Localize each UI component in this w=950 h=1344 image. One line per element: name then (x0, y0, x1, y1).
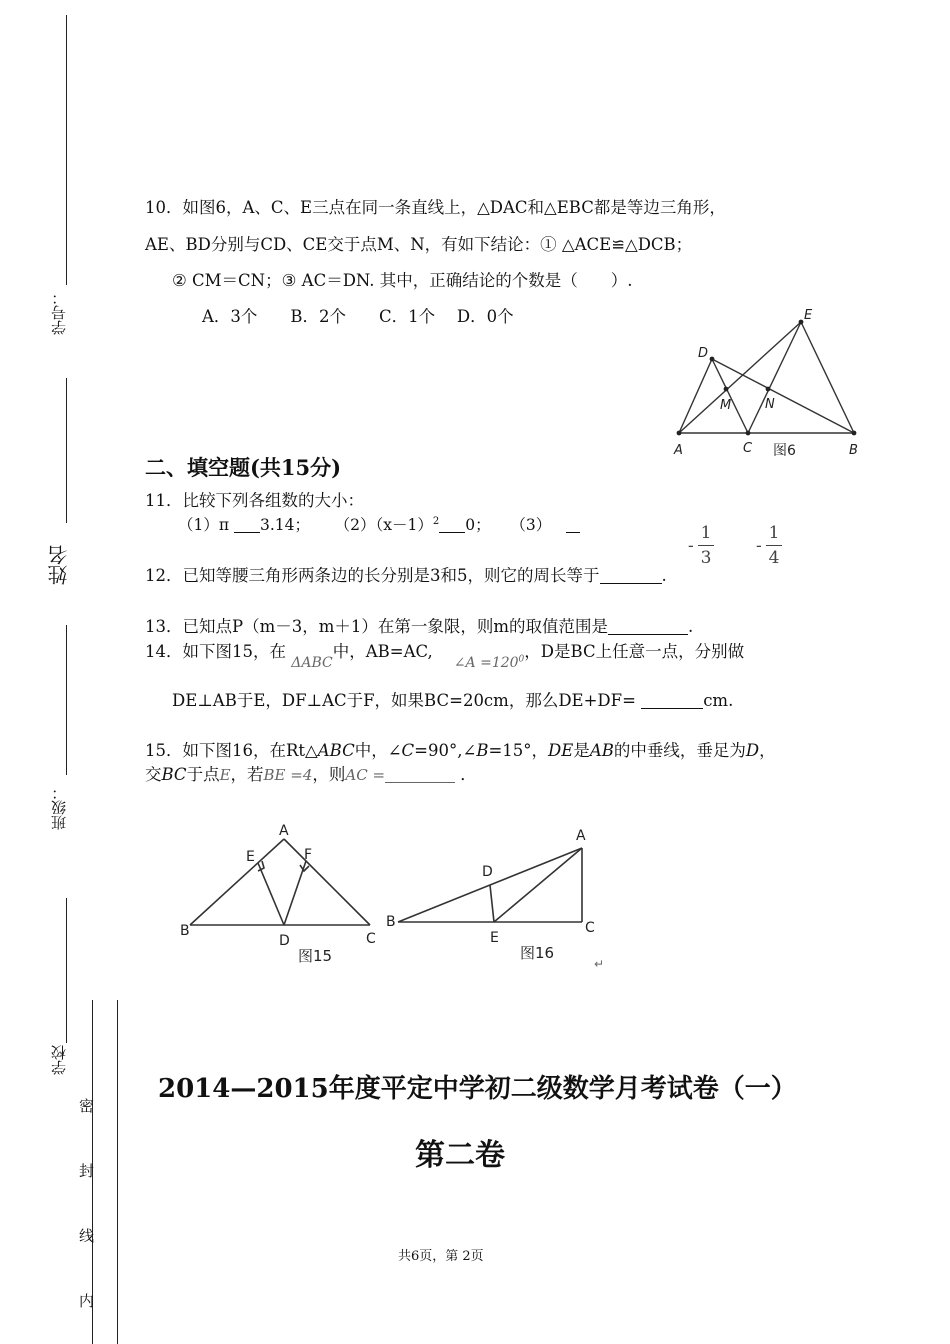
q15-u4: E (219, 766, 231, 784)
q11-part3-pre: （3） (510, 516, 552, 535)
q14-line2 (172, 691, 733, 711)
fig6-point-b (852, 431, 857, 436)
page-footer: 共6页，第 2页 (398, 1249, 484, 1264)
fig16-label-e: E (490, 930, 499, 946)
fig6-label-c: C (743, 441, 753, 456)
fig6-label-d: D (698, 346, 709, 361)
figure-6 (665, 303, 865, 463)
fig16-caption: 图16 (520, 944, 555, 962)
q10-line3: ② CM＝CN；③ AC＝DN. 其中，正确结论的个数是（ ）. (172, 271, 633, 290)
seal-char-3: 线 (79, 1227, 95, 1245)
fig15-label-d: D (279, 933, 290, 949)
q15-t8: DE (548, 741, 574, 760)
fig16-label-a: A (576, 828, 586, 844)
q15-u9: ． (460, 765, 477, 784)
q10-options: A．3个 B．2个 C．1个 D．0个 (202, 307, 514, 326)
name-label: 姓名 (47, 545, 71, 585)
q11-frac1-den: 3 (700, 548, 712, 568)
figure-15 (178, 815, 388, 970)
margin-line-4 (66, 898, 67, 1043)
q15-t1: 15．如下图16，在Rt△ (145, 741, 318, 760)
volume-title: 第二卷 (415, 1138, 505, 1173)
q15-t9: 是 (573, 741, 590, 760)
q11-part1-pre: （1）π (178, 516, 234, 535)
class-label: 班级： (50, 785, 68, 830)
fig6-label-e: E (804, 308, 813, 323)
q11-frac2-den: 4 (768, 548, 780, 568)
q15-t10: AB (589, 741, 614, 760)
school-label: 学校 (50, 1045, 68, 1075)
q13-line (145, 617, 693, 637)
fig15-label-a: A (279, 823, 289, 839)
q12-line (145, 566, 667, 586)
q15-t7: =15°， (488, 741, 549, 760)
fig16-label-c: C (585, 920, 595, 936)
q10-line2: AE、BD分别与CD、CE交于点M、N，有如下结论：① △ACE≌△DCB； (145, 235, 693, 254)
q15-t11: 的中垂线，垂足为 (613, 741, 746, 760)
q14-blank[interactable] (641, 692, 703, 710)
exam-title: 2014—2015年度平定中学初二级数学月考试卷（一） (158, 1074, 797, 1104)
q15-u8: AC = (345, 766, 386, 784)
q15-t5: =90°,∠ (414, 741, 477, 760)
q15-t12: D (745, 741, 760, 760)
return-mark-icon: ↵ (594, 957, 605, 971)
q14-line2-post: cm. (703, 691, 734, 710)
q11-frac2-sign: - (756, 536, 762, 556)
q14-post: ，D是BC上任意一点，分别做 (524, 642, 745, 661)
q15-t6: B (476, 741, 489, 760)
q13-end: . (688, 617, 694, 636)
q14-angle (454, 655, 524, 671)
q14-mid: 中，AB=AC, (332, 642, 433, 661)
q15-blank[interactable] (385, 766, 455, 784)
q15-t3: 中，∠ (354, 741, 402, 760)
q11-part2-pre: （2）（x－1） (334, 516, 433, 535)
q11-line2 (178, 516, 580, 535)
q11-part2-post: 0； (465, 516, 491, 535)
fig16-label-b: B (386, 914, 396, 930)
margin-line-1 (66, 15, 67, 285)
q15-u1: 交 (145, 765, 162, 784)
q15-u2: BC (161, 765, 187, 784)
margin-line-3 (66, 625, 67, 775)
q14-angle-text: ∠A =120 (453, 655, 519, 671)
fig6-point-n (766, 387, 771, 392)
seal-char-1: 密 (79, 1097, 95, 1115)
margin-line-2 (66, 378, 67, 523)
q15-line1 (145, 741, 776, 761)
figure-16 (382, 818, 612, 973)
q15-line2 (145, 765, 477, 785)
fig15-label-f: F (304, 847, 313, 863)
q15-t13: ， (759, 741, 776, 760)
seal-char-2: 封 (79, 1162, 95, 1180)
q15-t4: C (401, 741, 415, 760)
q11-frac2-num: 1 (768, 523, 780, 543)
q12-blank[interactable] (600, 567, 662, 585)
q11-blank2[interactable] (439, 517, 465, 534)
q14-triangle: ΔABC (291, 655, 333, 671)
q11-blank3[interactable] (566, 517, 580, 534)
fig6-caption: 图6 (773, 443, 796, 459)
fig6-label-m: M (720, 398, 732, 413)
q15-u5: ，若 (230, 765, 264, 784)
seal-line-right (117, 1000, 118, 1344)
fig6-label-b: B (849, 443, 858, 458)
q11-line1: 11．比较下列各组数的大小： (145, 491, 364, 510)
fig6-point-a (677, 431, 682, 436)
seal-char-4: 内 (79, 1292, 95, 1310)
q12-text: 12．已知等腰三角形两条边的长分别是3和5，则它的周长等于 (145, 566, 600, 585)
q11-frac1-num: 1 (700, 523, 712, 543)
q11-part2-sup: 2 (432, 516, 440, 527)
q14-angle-sup: 0 (518, 654, 525, 665)
fig15-label-e: E (246, 849, 255, 865)
q15-u7: ，则 (312, 765, 346, 784)
q13-blank[interactable] (608, 618, 688, 636)
q11-part1-post: 3.14； (259, 516, 310, 535)
q11-frac1-sign: - (688, 536, 694, 556)
fig15-label-c: C (366, 931, 376, 947)
q11-blank1[interactable] (234, 517, 260, 534)
q15-u6: BE =4 (263, 766, 313, 784)
q15-u3: 于点 (186, 765, 220, 784)
fig16-label-d: D (482, 864, 493, 880)
fig6-label-n: N (765, 397, 775, 412)
fig6-label-a: A (674, 443, 683, 458)
fig15-caption: 图15 (298, 947, 333, 965)
fig6-point-e (799, 320, 804, 325)
fig6-point-c (746, 431, 751, 436)
q10-line1: 10．如图6，A、C、E三点在同一条直线上，△DAC和△EBC都是等边三角形， (145, 198, 726, 217)
student-id-label: 学号： (50, 290, 68, 335)
section2-title: 二、填空题(共15分) (145, 455, 342, 480)
fig6-point-d (710, 357, 715, 362)
fig6-point-m (724, 387, 729, 392)
q15-t2: ABC (317, 741, 355, 760)
fig15-label-b: B (180, 923, 190, 939)
q12-end: . (661, 566, 667, 585)
q13-text: 13．已知点P（m－3，m＋1）在第一象限，则m的取值范围是 (145, 617, 609, 636)
q14-line2-pre: DE⊥AB于E，DF⊥AC于F，如果BC=20cm，那么DE+DF= (172, 691, 636, 710)
q14-pre: 14．如下图15，在 (145, 642, 286, 661)
